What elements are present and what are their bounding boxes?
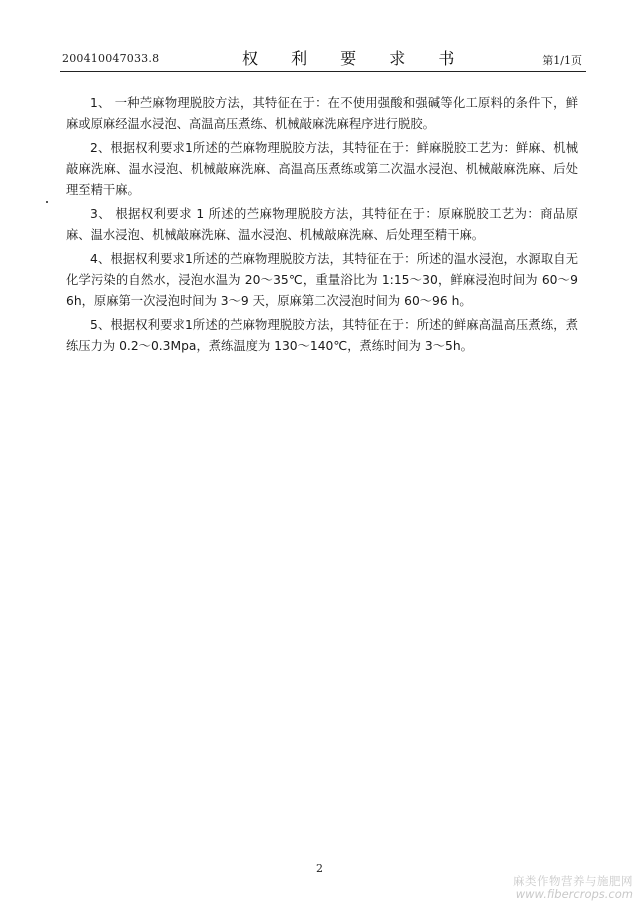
claim-2: 2、根据权利要求1所述的苎麻物理脱胶方法，其特征在于：鲜麻脱胶工艺为：鲜麻、机械敲麻洗麻、温水浸泡、机械敲麻洗麻、高温高压煮练或第二次温水浸泡、机械敲麻洗麻、后处理至精干麻。: [66, 141, 578, 197]
claim-5: 5、根据权利要求1所述的苎麻物理脱胶方法，其特征在于：所述的鲜麻高温高压煮练，煮练压力为 0.2～0.3Mpa，煮练温度为 130～140℃，煮练时间为 3～5h。: [66, 318, 578, 353]
scan-speck: [46, 201, 48, 203]
page-number: 2: [316, 862, 323, 875]
claim-4: 4、根据权利要求1所述的苎麻物理脱胶方法，其特征在于：所述的温水浸泡，水源取自无化学污染的自然水，浸泡水温为 20～35℃，重量浴比为 1:15～30，鲜麻浸泡时间为 60～96h，原麻第一次浸泡时间为 3～9 天，原麻第二次浸泡时间为 60～96 h。: [66, 252, 578, 308]
watermark-url: www.fibercrops.com: [515, 887, 633, 901]
claim-3: 3、 根据权利要求 1 所述的苎麻物理脱胶方法，其特征在于：原麻脱胶工艺为：商品原麻、温水浸泡、机械敲麻洗麻、温水浸泡、机械敲麻洗麻、后处理至精干麻。: [66, 207, 578, 242]
page-indicator: 第1/1页: [542, 54, 582, 67]
application-number: 200410047033.8: [62, 52, 160, 65]
site-watermark: [513, 875, 633, 901]
header-divider: [60, 71, 586, 72]
claim-1: 1、 一种苎麻物理脱胶方法，其特征在于：在不使用强酸和强碱等化工原料的条件下，鲜麻或原麻经温水浸泡、高温高压煮练、机械敲麻洗麻程序进行脱胶。: [66, 96, 578, 131]
page-header: [62, 44, 582, 70]
watermark-site-name: 麻类作物营养与施肥网: [513, 874, 633, 888]
document-title: 权 利 要 求 书: [242, 49, 469, 68]
claims-body: [66, 93, 578, 360]
